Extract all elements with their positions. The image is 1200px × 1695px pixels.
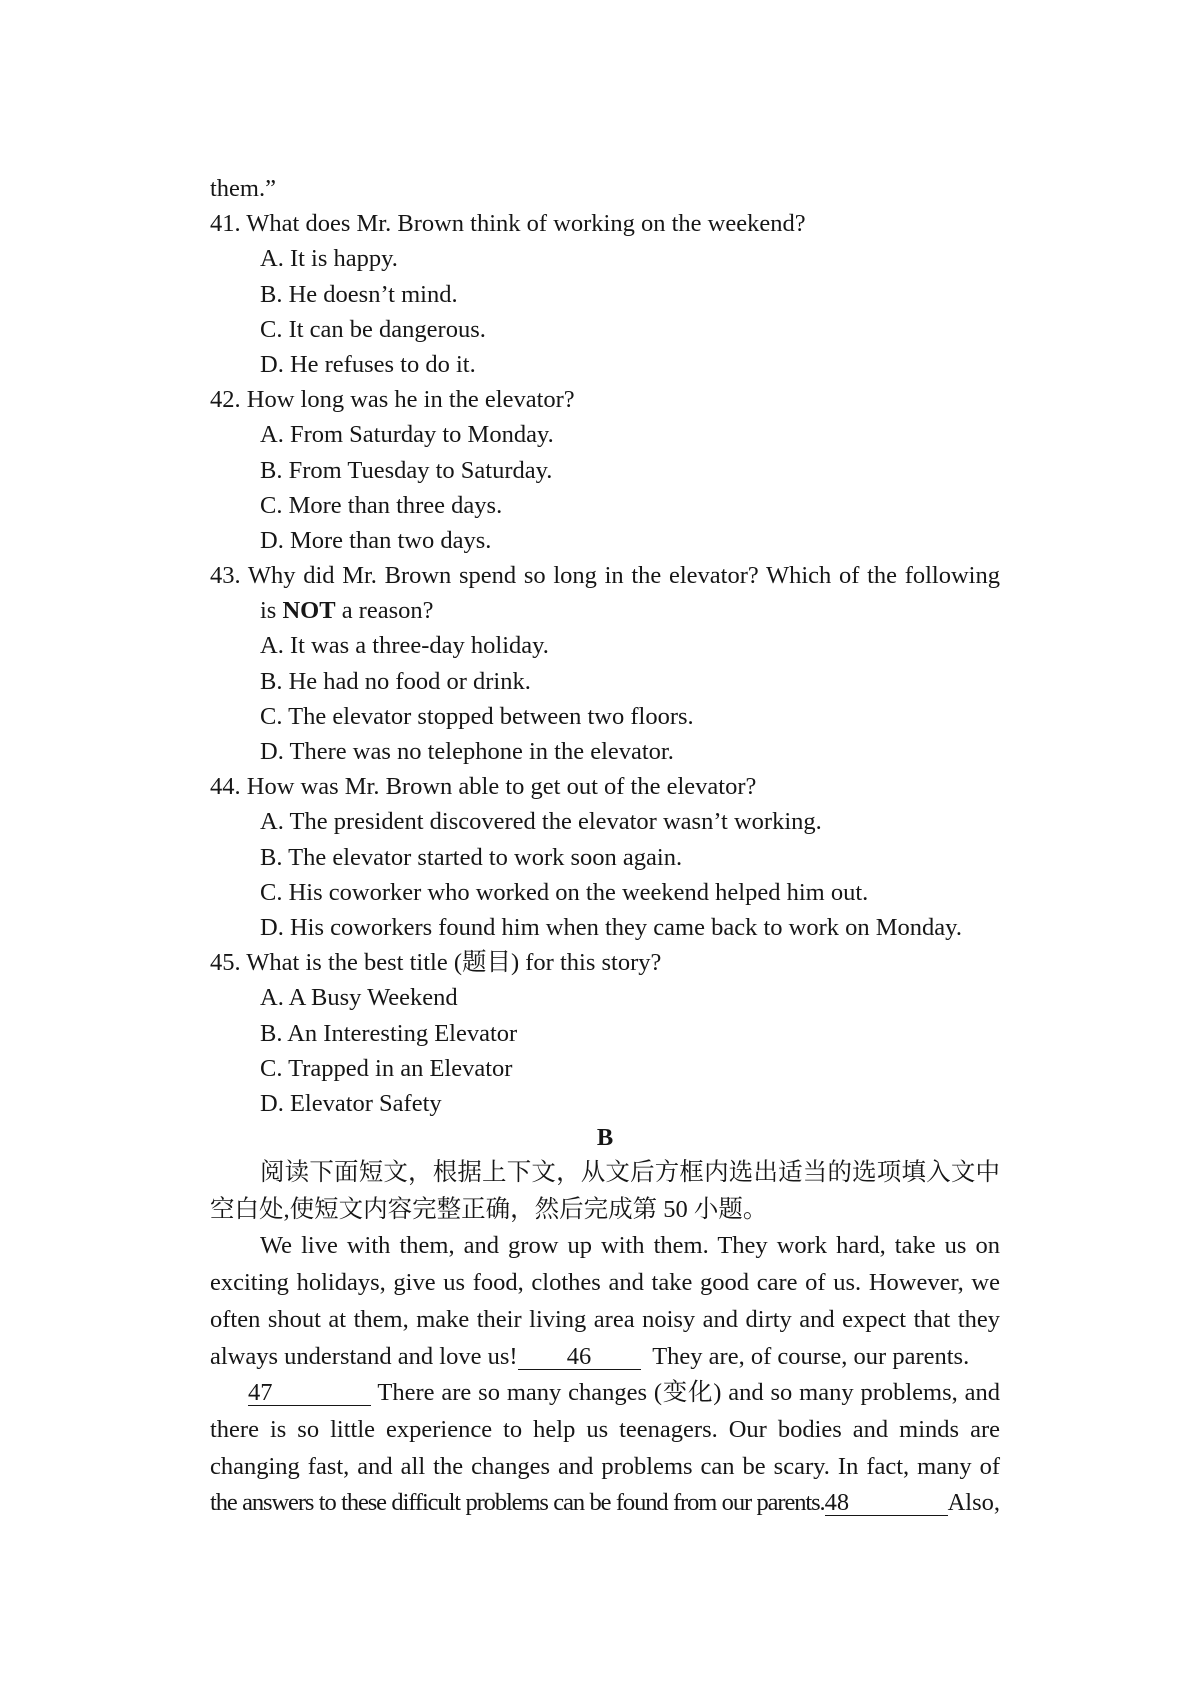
question-41-option-b: B. He doesn’t mind. — [260, 280, 458, 308]
question-44-option-d: D. His coworkers found him when they came back to work on Monday. — [260, 913, 962, 941]
question-45-option-c: C. Trapped in an Elevator — [260, 1054, 513, 1082]
question-45-option-a: A. A Busy Weekend — [260, 984, 458, 1012]
question-45-option-d: D. Elevator Safety — [260, 1089, 442, 1117]
answer-blank-48: 48 — [825, 1491, 948, 1516]
passage-text: always understand and love us! — [210, 1342, 518, 1370]
section-b-instruction-line-2: 空白处,使短文内容完整正确，然后完成第 50 小题。 — [210, 1195, 768, 1223]
question-43-option-d: D. There was no telephone in the elevator. — [260, 738, 674, 765]
question-42-option-a: A. From Saturday to Monday. — [260, 421, 554, 449]
question-43-stem-before: is — [260, 597, 283, 625]
question-44-option-b: B. The elevator started to work soon again. — [260, 843, 683, 871]
passage-paragraph-2-line-4 — [210, 1485, 1000, 1522]
section-b-heading: B — [596, 1124, 614, 1152]
question-42-option-c: C. More than three days. — [260, 491, 503, 519]
question-44-option-a: A. The president discovered the elevator wasn’t working. — [260, 808, 822, 836]
question-42-stem: 42. How long was he in the elevator? — [210, 386, 575, 414]
question-43-stem-after: a reason? — [335, 597, 434, 625]
question-44-option-c: C. His coworker who worked on the weekend helped him out. — [260, 878, 869, 906]
passage-paragraph-1-line-3: often shout at them, make their living area noisy and dirty and expect that they — [210, 1305, 1000, 1333]
question-43-stem-continued — [210, 593, 1000, 628]
passage-paragraph-2-line-3: changing fast, and all the changes and problems can be scary. In fact, many of — [210, 1452, 1000, 1480]
passage-text: Also, — [947, 1489, 1000, 1517]
passage-continuation: them.” — [210, 175, 276, 202]
passage-text: They are, of course, our parents. — [646, 1342, 970, 1370]
passage-paragraph-1-line-2: exciting holidays, give us food, clothes and take good care of us. However, we — [210, 1269, 1000, 1297]
question-41-option-a: A. It is happy. — [260, 245, 398, 273]
passage-paragraph-1-line-4 — [210, 1339, 1000, 1376]
question-43-stem: 43. Why did Mr. Brown spend so long in the elevator? Which of the following — [210, 562, 1000, 590]
question-44-stem: 44. How was Mr. Brown able to get out of the elevator? — [210, 773, 757, 801]
passage-text: the answers to these difficult problems can be found from our parents. — [210, 1489, 825, 1517]
passage-text: There are so many changes (变化) and so many problems, and — [371, 1379, 1000, 1407]
section-b-instruction-line-1: 阅读下面短文，根据上下文，从文后方框内选出适当的选项填入文中 — [260, 1159, 1000, 1187]
question-41-option-c: C. It can be dangerous. — [260, 315, 486, 343]
passage-paragraph-2-line-2: there is so little experience to help us teenagers. Our bodies and minds are — [210, 1415, 1000, 1443]
question-43-stem-emphasis: NOT — [282, 597, 336, 625]
question-42-option-b: B. From Tuesday to Saturday. — [260, 456, 553, 484]
question-45-option-b: B. An Interesting Elevator — [260, 1019, 518, 1047]
answer-blank-47: 47 — [248, 1381, 371, 1406]
passage-paragraph-1-line-1: We live with them, and grow up with them. They work hard, take us on — [260, 1232, 1000, 1260]
question-45-stem: 45. What is the best title (题目) for this story? — [210, 949, 662, 977]
question-41-option-d: D. He refuses to do it. — [260, 350, 476, 378]
passage-paragraph-2-line-1 — [210, 1375, 1000, 1412]
page-content — [210, 171, 1000, 1522]
question-43-option-c: C. The elevator stopped between two floors. — [260, 702, 694, 730]
answer-blank-46: 46 — [518, 1345, 641, 1370]
question-42-option-d: D. More than two days. — [260, 526, 492, 554]
question-43-option-b: B. He had no food or drink. — [260, 667, 531, 695]
question-43-option-a: A. It was a three-day holiday. — [260, 632, 549, 660]
question-41-stem: 41. What does Mr. Brown think of working on the weekend? — [210, 210, 806, 238]
